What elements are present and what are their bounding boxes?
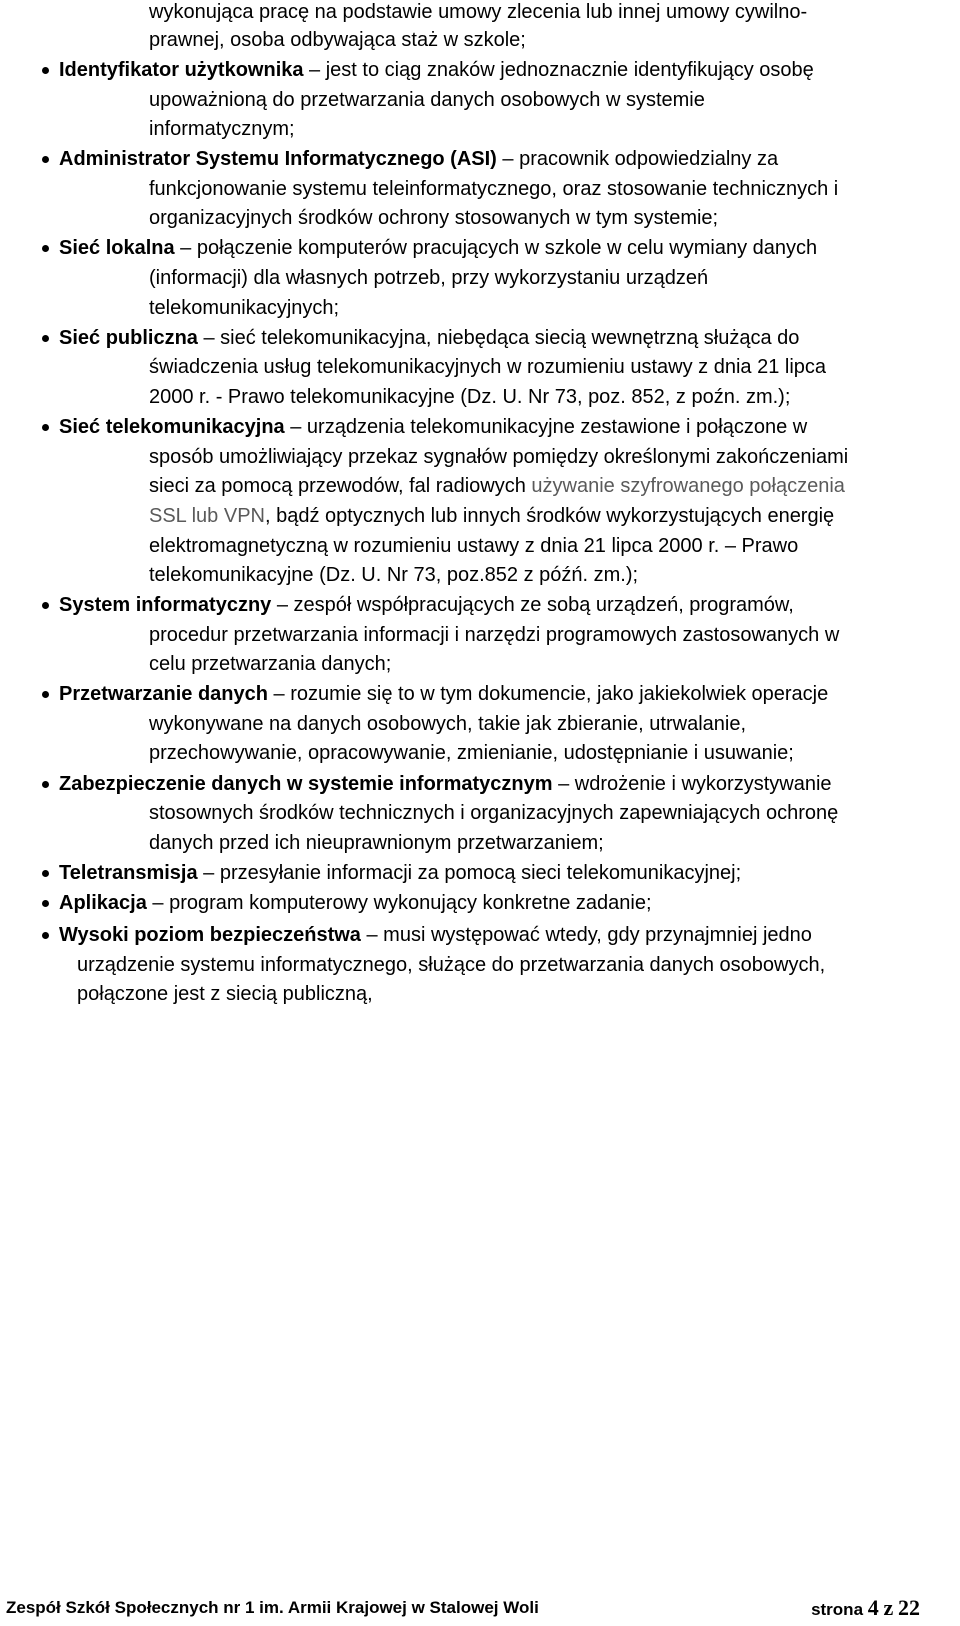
definition-term: Teletransmisja	[59, 862, 198, 884]
definition-line: sposób umożliwiający przekaz sygnałów pomiędzy określonymi zakończeniami	[149, 446, 849, 468]
definition-text: – pracownik odpowiedzialny za	[496, 148, 779, 170]
footer-page-separator: z	[883, 1595, 894, 1620]
bullet-icon	[42, 335, 49, 342]
bullet-icon	[42, 602, 49, 609]
definition-text: – urządzenia telekomunikacyjne zestawione i połączone w	[284, 416, 808, 438]
definition-siec-publiczna	[59, 326, 799, 350]
definition-teletransmisja	[59, 861, 741, 885]
bullet-icon	[42, 781, 49, 788]
definition-line	[149, 474, 845, 498]
definition-asi	[59, 147, 778, 171]
bullet-icon	[42, 67, 49, 74]
definition-term: Zabezpieczenie danych w systemie informatycznym	[59, 773, 553, 795]
bullet-icon	[42, 424, 49, 431]
definition-siec-telekomunikacyjna	[59, 415, 807, 439]
definition-text: – zespół współpracujących ze sobą urządzeń, programów,	[271, 594, 794, 616]
continuation-line-2: prawnej, osoba odbywająca staż w szkole;	[149, 29, 526, 51]
definition-line: wykonywane na danych osobowych, takie jak zbieranie, utrwalanie,	[149, 713, 747, 735]
definition-line: stosownych środków technicznych i organizacyjnych zapewniających ochronę	[149, 802, 839, 824]
highlighted-text: używanie szyfrowanego połączenia	[531, 475, 845, 497]
definition-line: urządzenie systemu informatycznego, służące do przetwarzania danych osobowych,	[77, 954, 826, 976]
definition-text: – połączenie komputerów pracujących w szkole w celu wymiany danych	[174, 237, 818, 259]
definition-line: funkcjonowanie systemu teleinformatycznego, oraz stosowanie technicznych i	[149, 178, 839, 200]
definition-aplikacja	[59, 891, 652, 915]
definition-term: Sieć telekomunikacyjna	[59, 416, 285, 438]
continuation-line-1: wykonująca pracę na podstawie umowy zlecenia lub innej umowy cywilno-	[149, 1, 808, 23]
definition-term: Wysoki poziom bezpieczeństwa	[59, 924, 361, 946]
definition-text: – musi występować wtedy, gdy przynajmniej jedno	[360, 924, 812, 946]
definition-line: (informacji) dla własnych potrzeb, przy wykorzystaniu urządzeń	[149, 267, 709, 289]
definition-siec-lokalna	[59, 236, 817, 260]
bullet-icon	[42, 691, 49, 698]
definition-term: Identyfikator użytkownika	[59, 59, 304, 81]
definition-identyfikator	[59, 58, 814, 82]
definition-term: Aplikacja	[59, 892, 147, 914]
definition-line: celu przetwarzania danych;	[149, 653, 392, 675]
definition-text: – program komputerowy wykonujący konkretne zadanie;	[146, 892, 652, 914]
definition-term: Przetwarzanie danych	[59, 683, 268, 705]
definition-system-informatyczny	[59, 593, 794, 617]
definition-line: telekomunikacyjnych;	[149, 297, 340, 319]
definition-term: Administrator Systemu Informatycznego (ASI)	[59, 148, 497, 170]
definition-line: połączone jest z siecią publiczną,	[77, 983, 373, 1005]
bullet-icon	[42, 900, 49, 907]
definition-term: Sieć publiczna	[59, 327, 198, 349]
definition-term: System informatyczny	[59, 594, 272, 616]
definition-zabezpieczenie-danych	[59, 772, 832, 796]
definition-line: procedur przetwarzania informacji i narzędzi programowych zastosowanych w	[149, 624, 840, 646]
bullet-icon	[42, 156, 49, 163]
definition-line: upoważnioną do przetwarzania danych osobowych w systemie	[149, 89, 705, 111]
definition-term: Sieć lokalna	[59, 237, 175, 259]
definition-przetwarzanie-danych	[59, 682, 828, 706]
highlighted-text: SSL lub VPN	[149, 505, 265, 527]
definition-text: – wdrożenie i wykorzystywanie	[552, 773, 832, 795]
definition-line: przechowywanie, opracowywanie, zmienianie, udostępnianie i usuwanie;	[149, 742, 794, 764]
bullet-icon	[42, 245, 49, 252]
definition-wysoki-poziom	[59, 923, 812, 947]
footer-page-prefix: strona	[811, 1600, 864, 1619]
footer-page-number	[811, 1595, 920, 1620]
footer-page-current: 4	[867, 1595, 879, 1620]
bullet-icon	[42, 870, 49, 877]
definition-line: organizacyjnych środków ochrony stosowanych w tym systemie;	[149, 207, 719, 229]
definition-line	[149, 504, 834, 528]
definition-line: informatycznym;	[149, 118, 295, 140]
definition-text: – jest to ciąg znaków jednoznacznie identyfikujący osobę	[303, 59, 814, 81]
footer-school-name: Zespół Szkół Społecznych nr 1 im. Armii Krajowej w Stalowej Woli	[6, 1598, 539, 1617]
definition-text: sieci za pomocą przewodów, fal radiowych	[149, 475, 532, 497]
definition-line: elektromagnetyczną w rozumieniu ustawy z dnia 21 lipca 2000 r. – Prawo	[149, 535, 799, 557]
footer-page-total: 22	[898, 1595, 920, 1620]
definition-line: 2000 r. - Prawo telekomunikacyjne (Dz. U. Nr 73, poz. 852, z poźn. zm.);	[149, 386, 791, 408]
bullet-icon	[42, 932, 49, 939]
definition-line: danych przed ich nieuprawnionym przetwarzaniem;	[149, 832, 604, 854]
definition-line: telekomunikacyjne (Dz. U. Nr 73, poz.852 z późń. zm.);	[149, 564, 639, 586]
definition-text: – sieć telekomunikacyjna, niebędąca siecią wewnętrzną służąca do	[197, 327, 800, 349]
definition-text: – przesyłanie informacji za pomocą sieci telekomunikacyjnej;	[197, 862, 742, 884]
definition-text: – rozumie się to w tym dokumencie, jako jakiekolwiek operacje	[267, 683, 829, 705]
definition-text: , bądź optycznych lub innych środków wykorzystujących energię	[265, 505, 835, 527]
definition-line: świadczenia usług telekomunikacyjnych w rozumieniu ustawy z dnia 21 lipca	[149, 356, 827, 378]
